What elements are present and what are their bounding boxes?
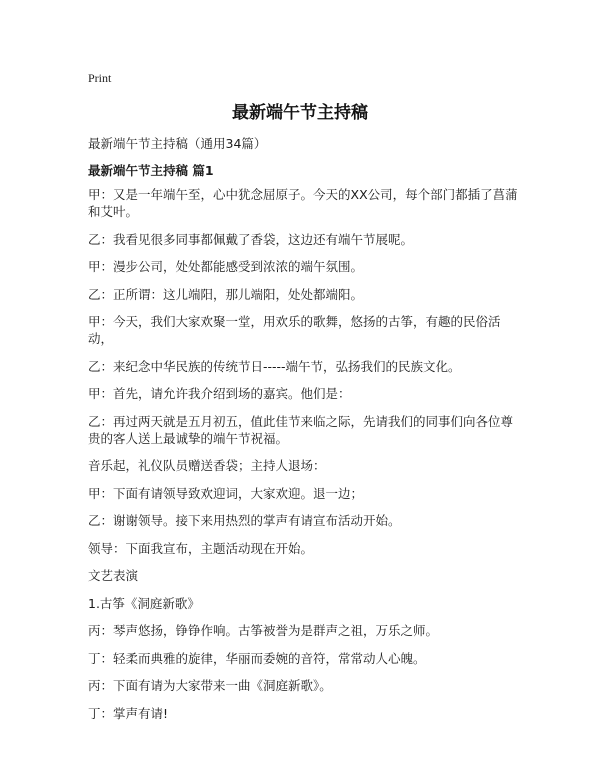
document-body [88, 186, 518, 732]
page-title: 最新端午节主持稿 [232, 103, 368, 123]
paragraph: 乙：来纪念中华民族的传统节日-----端午节，弘扬我们的民族文化。 [88, 358, 461, 374]
section-heading: 最新端午节主持稿 篇1 [88, 163, 214, 178]
paragraph: 乙：再过两天就是五月初五，值此佳节来临之际，先请我们的同事们向各位尊贵的客人送上最诚挚的端午节祝福。 [88, 413, 514, 446]
paragraph: 丙：琴声悠扬，铮铮作响。古筝被誉为是群声之祖，万乐之师。 [88, 623, 439, 638]
print-link[interactable]: Print [88, 71, 112, 85]
paragraph: 乙：正所谓：这儿端阳，那儿端阳，处处都端阳。 [88, 286, 364, 302]
section-label: 文艺表演 [88, 568, 139, 583]
paragraph: 领导：下面我宣布，主题活动现在开始。 [88, 540, 314, 556]
paragraph: 甲：今天，我们大家欢聚一堂，用欢乐的歌舞，悠扬的古筝，有趣的民俗活动， [88, 314, 501, 346]
paragraph: 音乐起，礼仪队员赠送香袋；主持人退场： [88, 458, 326, 473]
paragraph: 乙：我看见很多同事都佩戴了香袋，这边还有端午节展呢。 [88, 231, 414, 247]
paragraph: 甲：又是一年端午至，心中犹念屈原子。今天的XX公司，每个部门都插了菖蒲和艾叶。 [88, 187, 518, 219]
paragraph: 甲：下面有请领导致欢迎词，大家欢迎。退一边； [88, 485, 364, 501]
paragraph: 乙：谢谢领导。接下来用热烈的掌声有请宣布活动开始。 [88, 513, 401, 528]
document-subtitle: 最新端午节主持稿（通用34篇） [88, 136, 267, 151]
paragraph: 丁：掌声有请! [88, 705, 169, 721]
program-item-title: 1.古筝《洞庭新歌》 [88, 595, 200, 611]
paragraph: 甲：首先，请允许我介绍到场的嘉宾。他们是： [88, 386, 351, 401]
paragraph: 丁：轻柔而典雅的旋律，华丽而委婉的音符，常常动人心魄。 [88, 650, 426, 666]
paragraph: 丙：下面有请为大家带来一曲《洞庭新歌》。 [88, 678, 332, 693]
paragraph: 甲：漫步公司，处处都能感受到浓浓的端午氛围。 [88, 259, 364, 274]
